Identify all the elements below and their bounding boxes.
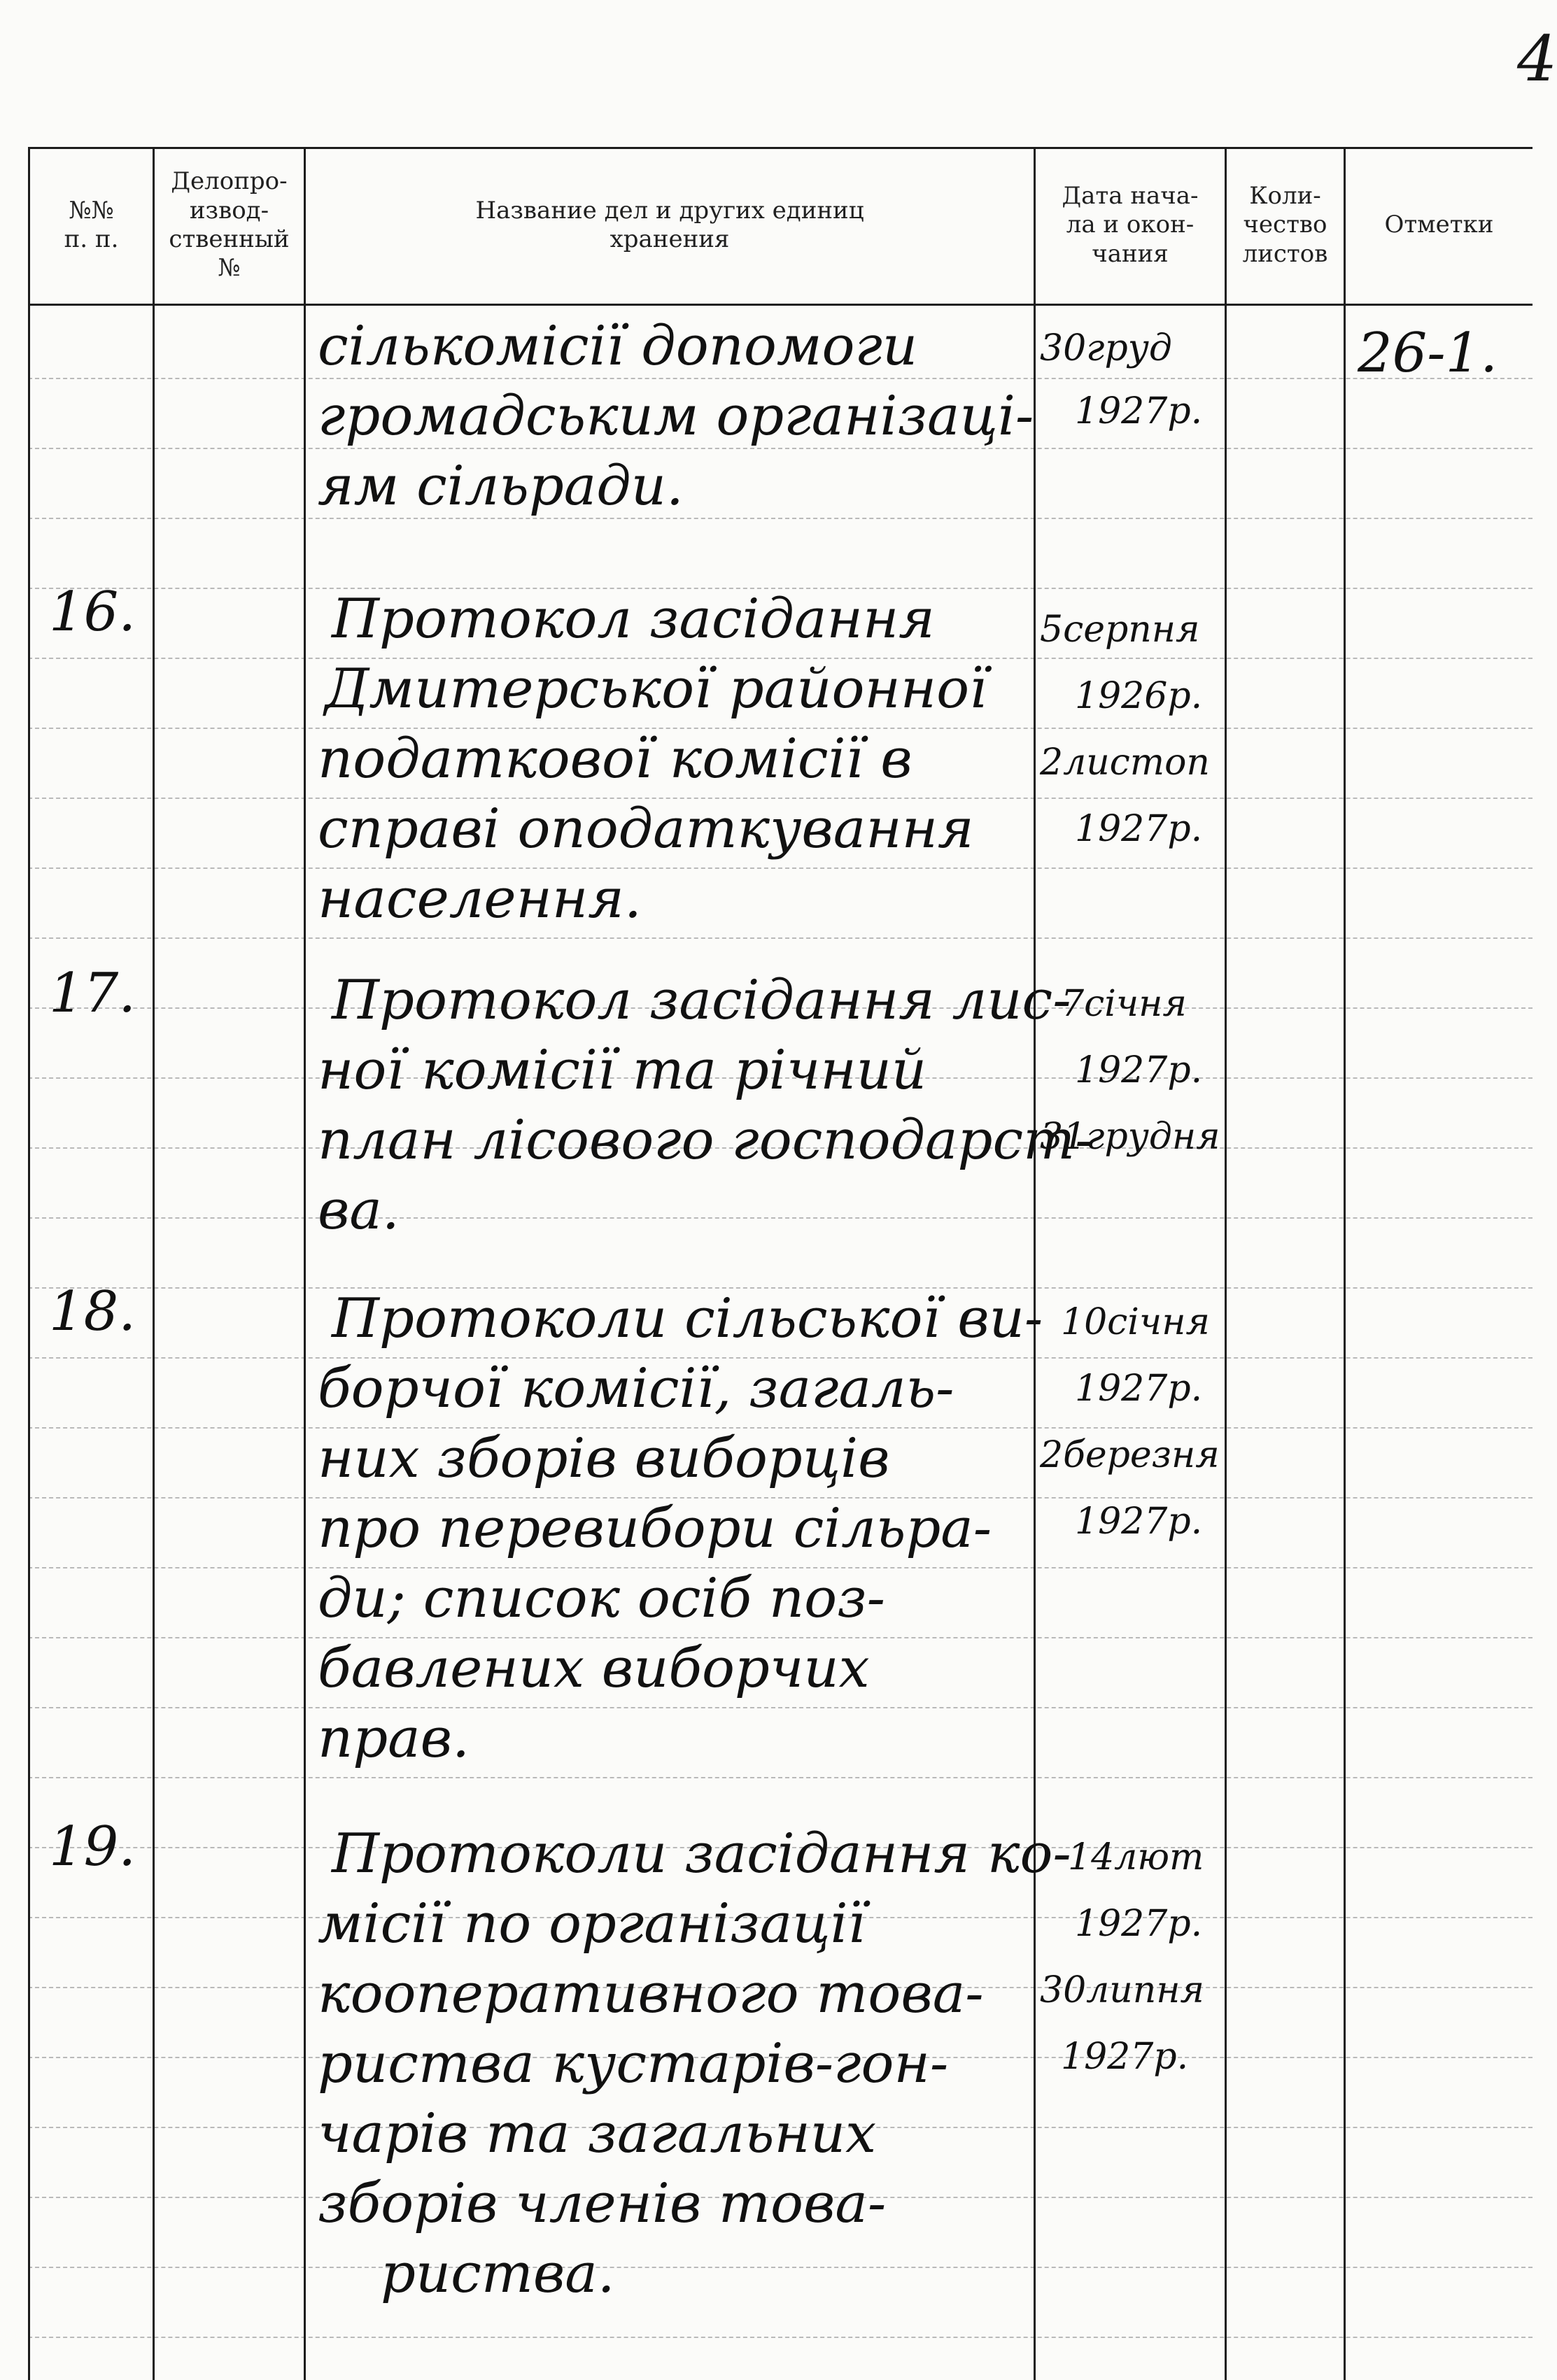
date-line: 5серпня bbox=[1040, 609, 1200, 651]
page-corner-mark: 4 bbox=[1517, 22, 1557, 96]
title-line: сількомісії допомоги bbox=[318, 315, 918, 378]
title-line: план лісового господарст- bbox=[318, 1109, 1094, 1172]
date-line: 1926р. bbox=[1075, 675, 1203, 717]
title-line: населення. bbox=[318, 867, 642, 930]
date-line: 7січня bbox=[1061, 983, 1187, 1025]
row-note: 26-1. bbox=[1358, 322, 1498, 385]
col-rule-2 bbox=[304, 147, 306, 2380]
title-line: про перевибори сільра- bbox=[318, 1497, 992, 1560]
guide-line bbox=[28, 2267, 1533, 2268]
title-line: ва. bbox=[318, 1179, 400, 1242]
date-line: 1927р. bbox=[1075, 1903, 1203, 1945]
title-line: справі оподаткування bbox=[318, 798, 974, 860]
date-line: 1927р. bbox=[1075, 1049, 1203, 1091]
inventory-sheet bbox=[28, 147, 1533, 2380]
col-rule-5 bbox=[1344, 147, 1346, 2380]
title-line: них зборів виборців bbox=[318, 1427, 890, 1490]
header-notes: Отметки bbox=[1384, 211, 1494, 239]
title-line: риства. bbox=[381, 2242, 615, 2305]
date-line: 14лют bbox=[1068, 1836, 1204, 1878]
guide-line bbox=[28, 448, 1533, 449]
guide-line bbox=[28, 937, 1533, 939]
title-line: Протоколи засідання ко- bbox=[332, 1822, 1071, 1885]
col-rule-1 bbox=[153, 147, 155, 2380]
title-line: риства кустарів-гон- bbox=[318, 2032, 949, 2095]
guide-line bbox=[28, 1777, 1533, 1778]
date-line: 1927р. bbox=[1061, 2036, 1189, 2078]
title-line: прав. bbox=[318, 1707, 470, 1770]
title-line: ної комісії та річний bbox=[318, 1039, 927, 1102]
header-title: Название дел и других единиц хранения bbox=[475, 196, 864, 253]
col-rule-left bbox=[28, 147, 30, 2380]
title-line: бавлених виборчих bbox=[318, 1637, 870, 1700]
date-line: 1927р. bbox=[1075, 1368, 1203, 1410]
title-line: Протоколи сільської ви- bbox=[332, 1287, 1043, 1350]
header-dates: Дата нача- ла и окон- чания bbox=[1062, 181, 1199, 268]
title-line: чарів та загальних bbox=[318, 2102, 877, 2165]
title-line: Протокол засідання bbox=[332, 588, 935, 651]
date-line: 1927р. bbox=[1075, 390, 1203, 432]
date-line: 31грудня bbox=[1040, 1116, 1220, 1158]
row-number: 17. bbox=[49, 962, 136, 1025]
title-line: Протокол засідання лис- bbox=[332, 969, 1071, 1032]
title-line: Дмитерської районної bbox=[325, 658, 987, 721]
guide-line bbox=[28, 518, 1533, 519]
title-line: ди; список осіб поз- bbox=[318, 1567, 886, 1630]
table-top-rule bbox=[28, 147, 1533, 149]
date-line: 1927р. bbox=[1075, 808, 1203, 850]
date-line: 10січня bbox=[1061, 1301, 1210, 1343]
title-line: місії по організації bbox=[318, 1892, 866, 1955]
date-line: 1927р. bbox=[1075, 1501, 1203, 1543]
title-line: податкової комісії в bbox=[318, 728, 913, 791]
title-line: зборів членів това- bbox=[318, 2172, 887, 2235]
date-line: 2березня bbox=[1040, 1434, 1220, 1476]
guide-line bbox=[28, 1707, 1533, 1708]
header-office-no: Делопро- извод- ственный № bbox=[169, 167, 290, 283]
header-sheets: Коли- чество листов bbox=[1242, 181, 1328, 268]
date-line: 2листоп bbox=[1040, 742, 1210, 784]
title-line: громадським організаці- bbox=[318, 385, 1034, 448]
row-number: 18. bbox=[49, 1280, 136, 1343]
row-number: 19. bbox=[49, 1815, 136, 1878]
title-line: ям сільради. bbox=[318, 455, 684, 518]
col-rule-3 bbox=[1034, 147, 1036, 2380]
guide-line bbox=[28, 867, 1533, 869]
title-line: борчої комісії, загаль- bbox=[318, 1357, 954, 1420]
date-line: 30груд bbox=[1040, 327, 1172, 369]
guide-line bbox=[28, 1217, 1533, 1219]
header-no: №№ п. п. bbox=[64, 196, 119, 253]
row-number: 16. bbox=[49, 581, 136, 644]
title-line: кооперативного това- bbox=[318, 1962, 984, 2025]
guide-line bbox=[28, 378, 1533, 379]
date-line: 30липня bbox=[1040, 1969, 1204, 2011]
guide-line bbox=[28, 2337, 1533, 2338]
col-rule-4 bbox=[1225, 147, 1227, 2380]
header-bottom-rule bbox=[28, 304, 1533, 306]
